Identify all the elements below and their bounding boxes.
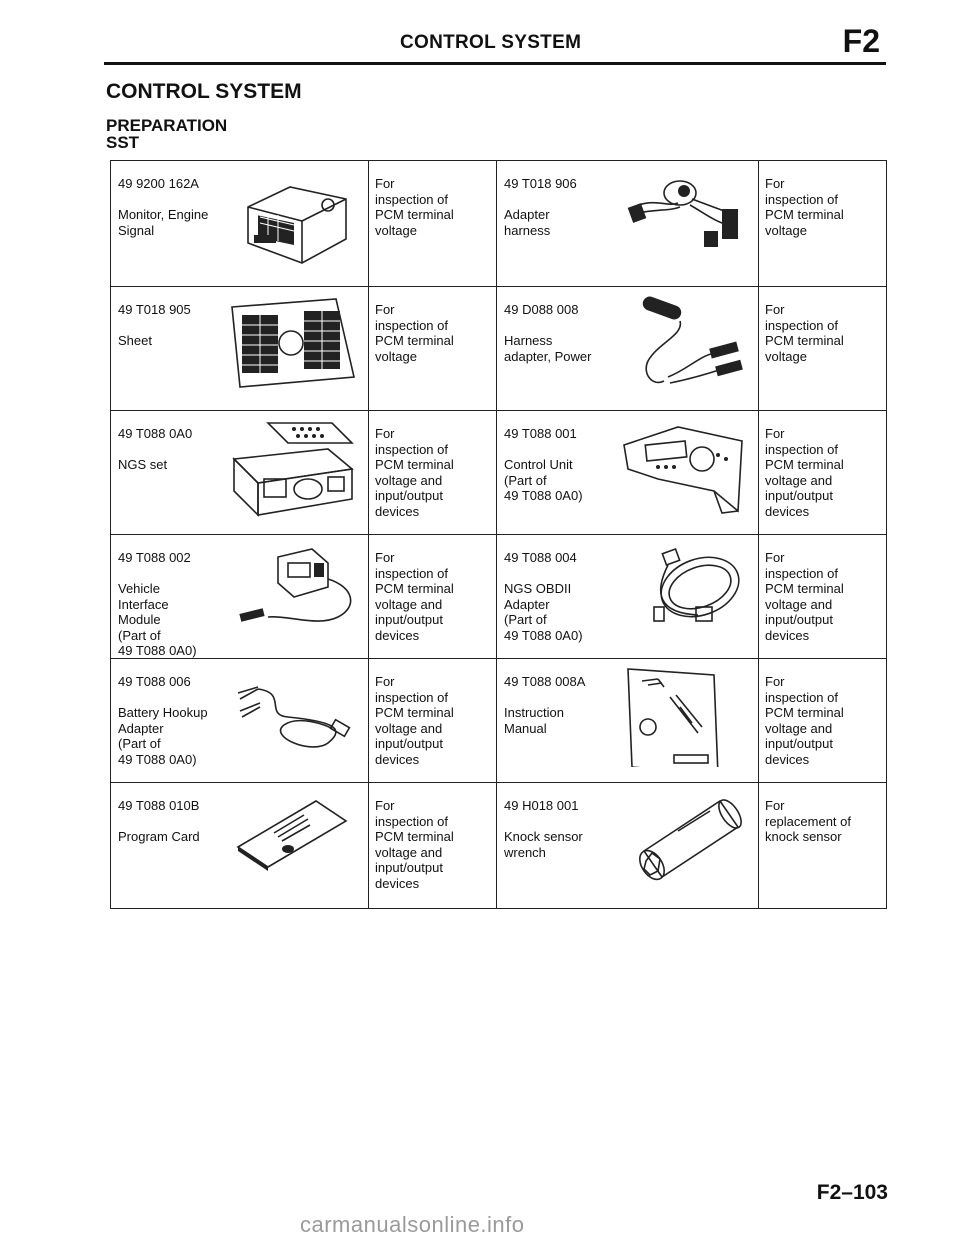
tool-cell [497, 287, 759, 411]
purpose-cell: For inspection of PCM terminal voltage and input/output devices [369, 659, 497, 783]
subheading-preparation: PREPARATION [106, 116, 228, 135]
tool-description: 49 T088 004 NGS OBDII Adapter (Part of 49 T088 0A0) [504, 550, 583, 643]
purpose-cell: For inspection of PCM terminal voltage [369, 161, 497, 287]
tool-cell [497, 659, 759, 783]
page-header [104, 23, 886, 65]
obd-adapter-icon [618, 543, 748, 643]
tool-cell [111, 287, 369, 411]
battery-hookup-adapter-icon [228, 667, 358, 767]
table-row [111, 783, 887, 909]
vehicle-interface-module-icon [228, 543, 358, 643]
tool-cell [497, 535, 759, 659]
purpose-cell: For inspection of PCM terminal voltage [759, 287, 887, 411]
table-row [111, 411, 887, 535]
table-row [111, 535, 887, 659]
knock-sensor-wrench-icon [618, 791, 748, 891]
table-row [111, 161, 887, 287]
purpose-cell: For replacement of knock sensor [759, 783, 887, 909]
monitor-engine-signal-icon [228, 169, 358, 269]
tool-cell [111, 535, 369, 659]
tool-description: 49 T088 010B Program Card [118, 798, 200, 844]
purpose-cell: For inspection of PCM terminal voltage and input/output devices [759, 659, 887, 783]
table-row [111, 659, 887, 783]
purpose-cell: For inspection of PCM terminal voltage [759, 161, 887, 287]
sst-table [110, 160, 887, 909]
tool-cell [111, 659, 369, 783]
purpose-cell: For inspection of PCM terminal voltage [369, 287, 497, 411]
adapter-harness-icon [618, 169, 748, 269]
tool-cell [497, 783, 759, 909]
purpose-cell: For inspection of PCM terminal voltage and input/output devices [369, 411, 497, 535]
tool-description: 49 T088 002 Vehicle Interface Module (Part of 49 T088 0A0) [118, 550, 197, 658]
tool-description: 49 T088 0A0 NGS set [118, 426, 193, 472]
tool-cell [111, 161, 369, 287]
purpose-cell: For inspection of PCM terminal voltage and input/output devices [369, 783, 497, 909]
control-unit-icon [618, 419, 748, 519]
tool-description: 49 T018 906 Adapter harness [504, 176, 577, 238]
purpose-cell: For inspection of PCM terminal voltage and input/output devices [369, 535, 497, 659]
tool-description: 49 T088 001 Control Unit (Part of 49 T088 0A0) [504, 426, 583, 503]
tool-description: 49 T018 905 Sheet [118, 302, 191, 348]
tool-description: 49 T088 006 Battery Hookup Adapter (Part of 49 T088 0A0) [118, 674, 208, 767]
purpose-cell: For inspection of PCM terminal voltage and input/output devices [759, 535, 887, 659]
tool-cell [111, 783, 369, 909]
instruction-manual-icon [618, 667, 748, 767]
program-card-icon [228, 791, 358, 891]
tool-description: 49 9200 162A Monitor, Engine Signal [118, 176, 209, 238]
subheading-sst: SST [106, 133, 140, 152]
header-section-code: F2 [842, 23, 880, 59]
tool-description: 49 T088 008A Instruction Manual [504, 674, 586, 736]
section-title: CONTROL SYSTEM [106, 80, 302, 103]
tool-cell [497, 161, 759, 287]
header-title: CONTROL SYSTEM [400, 32, 582, 53]
power-harness-adapter-icon [618, 295, 748, 395]
purpose-cell: For inspection of PCM terminal voltage and input/output devices [759, 411, 887, 535]
table-row [111, 287, 887, 411]
ngs-set-case-icon [228, 419, 358, 519]
page-number: F2–103 [816, 1181, 888, 1204]
tool-description: 49 H018 001 Knock sensor wrench [504, 798, 583, 860]
tool-description: 49 D088 008 Harness adapter, Power [504, 302, 592, 364]
watermark: carmanualsonline.info [300, 1212, 525, 1237]
tool-cell [111, 411, 369, 535]
pin-sheet-icon [228, 295, 358, 395]
tool-cell [497, 411, 759, 535]
